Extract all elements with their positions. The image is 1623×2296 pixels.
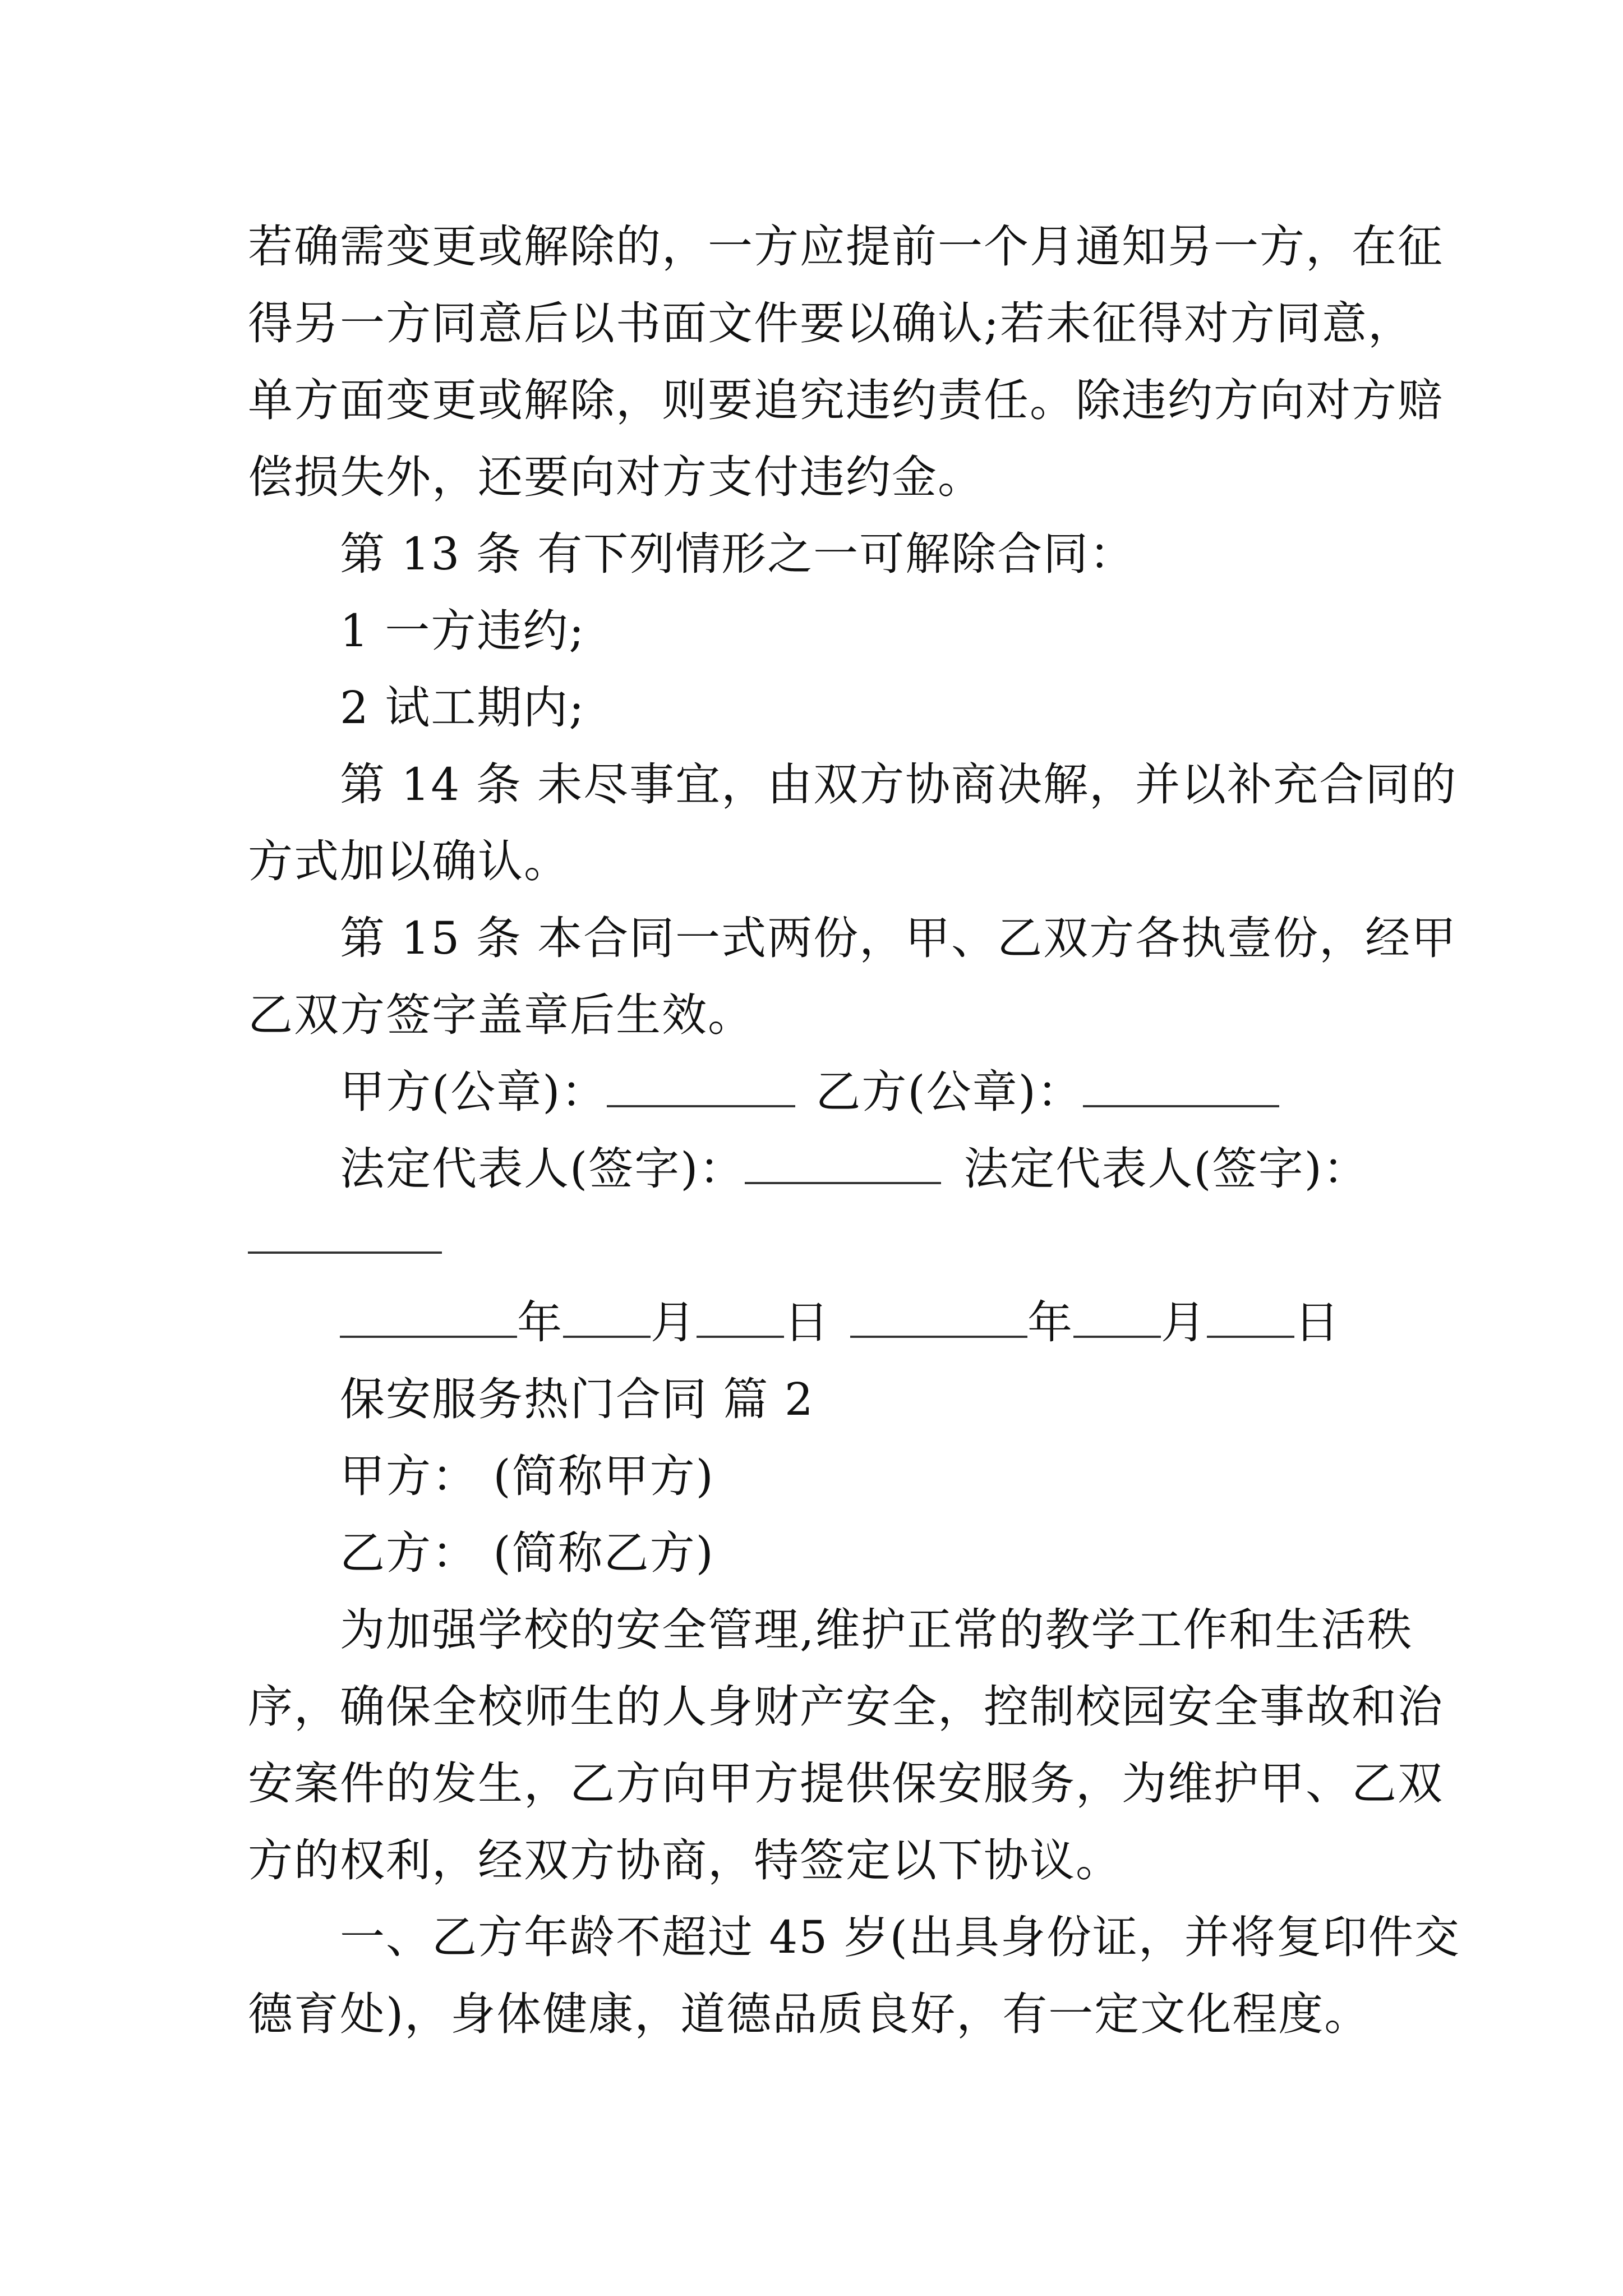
preamble-line: 安案件的发生，乙方向甲方提供保安服务，为维护甲、乙双 <box>248 1757 1444 1810</box>
party-a-rep-blank <box>745 1139 941 1184</box>
party-a-seal-label: 甲方(公章)： <box>340 1066 607 1118</box>
text-line: 若确需变更或解除的，一方应提前一个月通知另一方，在征 <box>248 220 1444 273</box>
article-15-line: 第 15 条 本合同一式两份，甲、乙双方各执壹份，经甲 <box>340 912 1458 964</box>
party-b-rep-blank <box>248 1209 442 1254</box>
text-line: 偿损失外，还要向对方支付违约金。 <box>248 451 984 503</box>
party-a-intro: 甲方： (简称甲方) <box>340 1450 714 1502</box>
article-13-item: 2 试工期内; <box>340 682 585 734</box>
article-15-line: 乙双方签字盖章后生效。 <box>248 989 754 1041</box>
day-label: 日 <box>784 1296 830 1349</box>
party-b-rep-label: 法定代表人(签字)： <box>963 1143 1369 1195</box>
article-13-heading: 第 13 条 有下列情形之一可解除合同： <box>340 528 1136 580</box>
year-label: 年 <box>517 1296 563 1349</box>
month-label: 月 <box>651 1296 697 1349</box>
text-line: 单方面变更或解除，则要追究违约责任。除违约方向对方赔 <box>248 374 1444 426</box>
year-blank <box>850 1293 1027 1338</box>
article-14-line: 方式加以确认。 <box>248 835 570 887</box>
text-line: 得另一方同意后以书面文件要以确认;若未征得对方同意， <box>248 297 1414 349</box>
year-label: 年 <box>1027 1296 1073 1349</box>
preamble-line: 序，确保全校师生的人身财产安全，控制校园安全事故和治 <box>248 1681 1444 1733</box>
party-b-intro: 乙方： (简称乙方) <box>340 1527 714 1579</box>
article-13-item: 1 一方违约; <box>340 605 585 657</box>
preamble-line: 为加强学校的安全管理,维护正常的教学工作和生活秩 <box>340 1604 1413 1656</box>
year-blank <box>340 1293 517 1338</box>
day-blank <box>1207 1293 1294 1338</box>
signature-rep-row-wrap <box>248 1199 442 1278</box>
month-blank <box>563 1293 651 1338</box>
signature-seal-row <box>340 1053 1279 1131</box>
day-label: 日 <box>1294 1296 1340 1349</box>
party-a-rep-label: 法定代表人(签字)： <box>340 1143 745 1195</box>
party-b-seal-blank <box>1083 1062 1279 1107</box>
day-blank <box>697 1293 784 1338</box>
signature-rep-row <box>340 1130 1369 1208</box>
clause-1-line: 德育处)，身体健康，道德品质良好，有一定文化程度。 <box>248 1988 1371 2040</box>
party-b-seal-label: 乙方(公章)： <box>815 1066 1083 1118</box>
party-a-seal-blank <box>607 1062 795 1107</box>
month-label: 月 <box>1161 1296 1207 1349</box>
clause-1-line: 一、乙方年龄不超过 45 岁(出具身份证，并将复印件交 <box>340 1911 1460 1963</box>
signature-date-row <box>340 1283 1340 1362</box>
month-blank <box>1073 1293 1161 1338</box>
preamble-line: 方的权利，经双方协商，特签定以下协议。 <box>248 1834 1122 1887</box>
article-14-line: 第 14 条 未尽事宜，由双方协商决解，并以补充合同的 <box>340 758 1458 811</box>
section-title: 保安服务热门合同 篇 2 <box>340 1373 814 1425</box>
